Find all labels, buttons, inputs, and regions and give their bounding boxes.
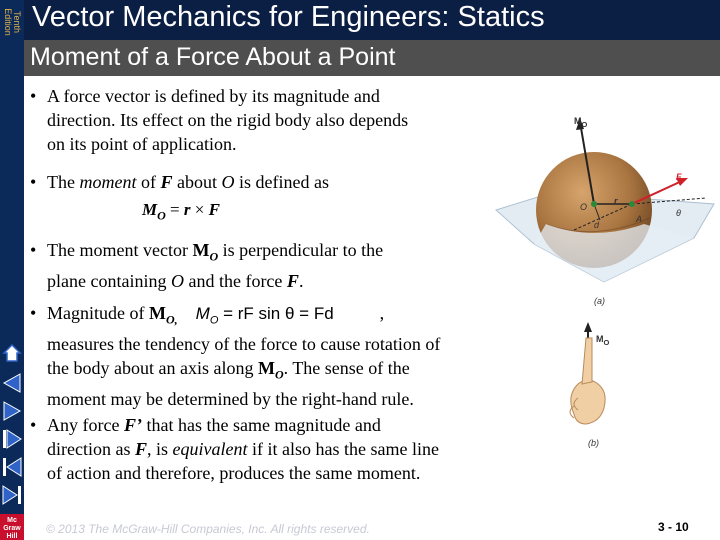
bullet-dot: • bbox=[30, 86, 37, 106]
page-title: Vector Mechanics for Engineers: Statics bbox=[32, 1, 545, 33]
bullet-dot: • bbox=[30, 172, 37, 192]
bullet-4-line-2: measures the tendency of the force to cause rotation of bbox=[47, 334, 441, 355]
moment-formula: $M_O = r \times F$ bbox=[142, 200, 220, 223]
label-a: A bbox=[636, 214, 643, 224]
previous-button[interactable] bbox=[0, 370, 24, 396]
bullet-1-line-3: on its point of application. bbox=[47, 134, 237, 154]
home-icon bbox=[0, 340, 24, 366]
previous-icon bbox=[0, 370, 24, 396]
bullet-dot: • bbox=[30, 240, 37, 260]
edition-label bbox=[0, 0, 24, 44]
sidebar bbox=[0, 0, 24, 540]
point-o bbox=[591, 201, 597, 207]
bullet-5-line-3: of action and therefore, produces the same moment. bbox=[47, 463, 421, 483]
sphere-moment-diagram bbox=[494, 92, 720, 314]
label-r: r bbox=[614, 196, 618, 206]
label-o: O bbox=[580, 202, 588, 212]
bullet-4-line-3: the body about an axis along $M_O$. The sense of the bbox=[47, 358, 410, 382]
point-a bbox=[629, 201, 635, 207]
bullet-dot: • bbox=[30, 415, 37, 435]
home-button[interactable] bbox=[0, 340, 24, 366]
bullet-5-line-1: Any force F’ that has the same magnitude and bbox=[47, 415, 381, 435]
bullet-4-line-4: moment may be determined by the right-hand rule. bbox=[47, 388, 414, 409]
next-icon bbox=[0, 426, 24, 452]
mcgraw-hill-logo bbox=[0, 514, 24, 540]
label-d: d bbox=[594, 220, 600, 230]
edition-text: Tenth Edition bbox=[3, 8, 22, 36]
last-icon bbox=[0, 482, 24, 508]
slide-title: Moment of a Force About a Point bbox=[30, 43, 396, 71]
magnitude-formula: $M_O$ = rF sin θ = Fd bbox=[195, 304, 334, 327]
figure-a-caption: (a) bbox=[594, 296, 605, 306]
bullet-3-line-2: plane containing O and the force F. bbox=[47, 270, 304, 291]
header-bar bbox=[24, 0, 720, 40]
bullet-5-line-2: direction as F, is equivalent if it also has the same line bbox=[47, 439, 439, 459]
last-button[interactable] bbox=[0, 482, 24, 508]
next-button[interactable] bbox=[0, 426, 24, 452]
label-theta: θ bbox=[676, 208, 681, 218]
svg-text:Mc: Mc bbox=[7, 517, 17, 524]
back-icon bbox=[0, 398, 24, 424]
bullet-4-line-1: Magnitude of $M_{O,}$ $M_O$ = rF sin θ = Fd , bbox=[47, 303, 385, 327]
figure-a-sphere-diagram bbox=[494, 92, 720, 314]
bullet-dot: • bbox=[30, 303, 37, 323]
hand-shape bbox=[571, 380, 605, 424]
svg-text:Hill: Hill bbox=[6, 533, 18, 540]
subheader-bar bbox=[24, 40, 720, 76]
figure-b-caption: (b) bbox=[588, 438, 599, 448]
figure-b-right-hand-rule bbox=[522, 318, 662, 460]
bullet-1-line-1: A force vector is defined by its magnitude and bbox=[47, 86, 380, 106]
label-mo-b: $M_O$ bbox=[596, 334, 610, 347]
label-mo: $M_O$ bbox=[574, 116, 588, 129]
copyright-text: © 2013 The McGraw-Hill Companies, Inc. All rights reserved. bbox=[46, 522, 370, 536]
logo-icon bbox=[0, 514, 24, 540]
label-f: F bbox=[676, 172, 682, 182]
first-icon bbox=[0, 454, 24, 480]
first-button[interactable] bbox=[0, 454, 24, 480]
page-number: 3 - 10 bbox=[658, 520, 689, 534]
bullet-2-line: The moment of F about O is defined as bbox=[47, 172, 329, 192]
back-button[interactable] bbox=[0, 398, 24, 424]
svg-text:Graw: Graw bbox=[3, 525, 21, 532]
bullet-3-line-1: The moment vector $M_O$ is perpendicular to the bbox=[47, 240, 384, 264]
bullet-1-line-2: direction. Its effect on the rigid body also depends bbox=[47, 110, 409, 130]
